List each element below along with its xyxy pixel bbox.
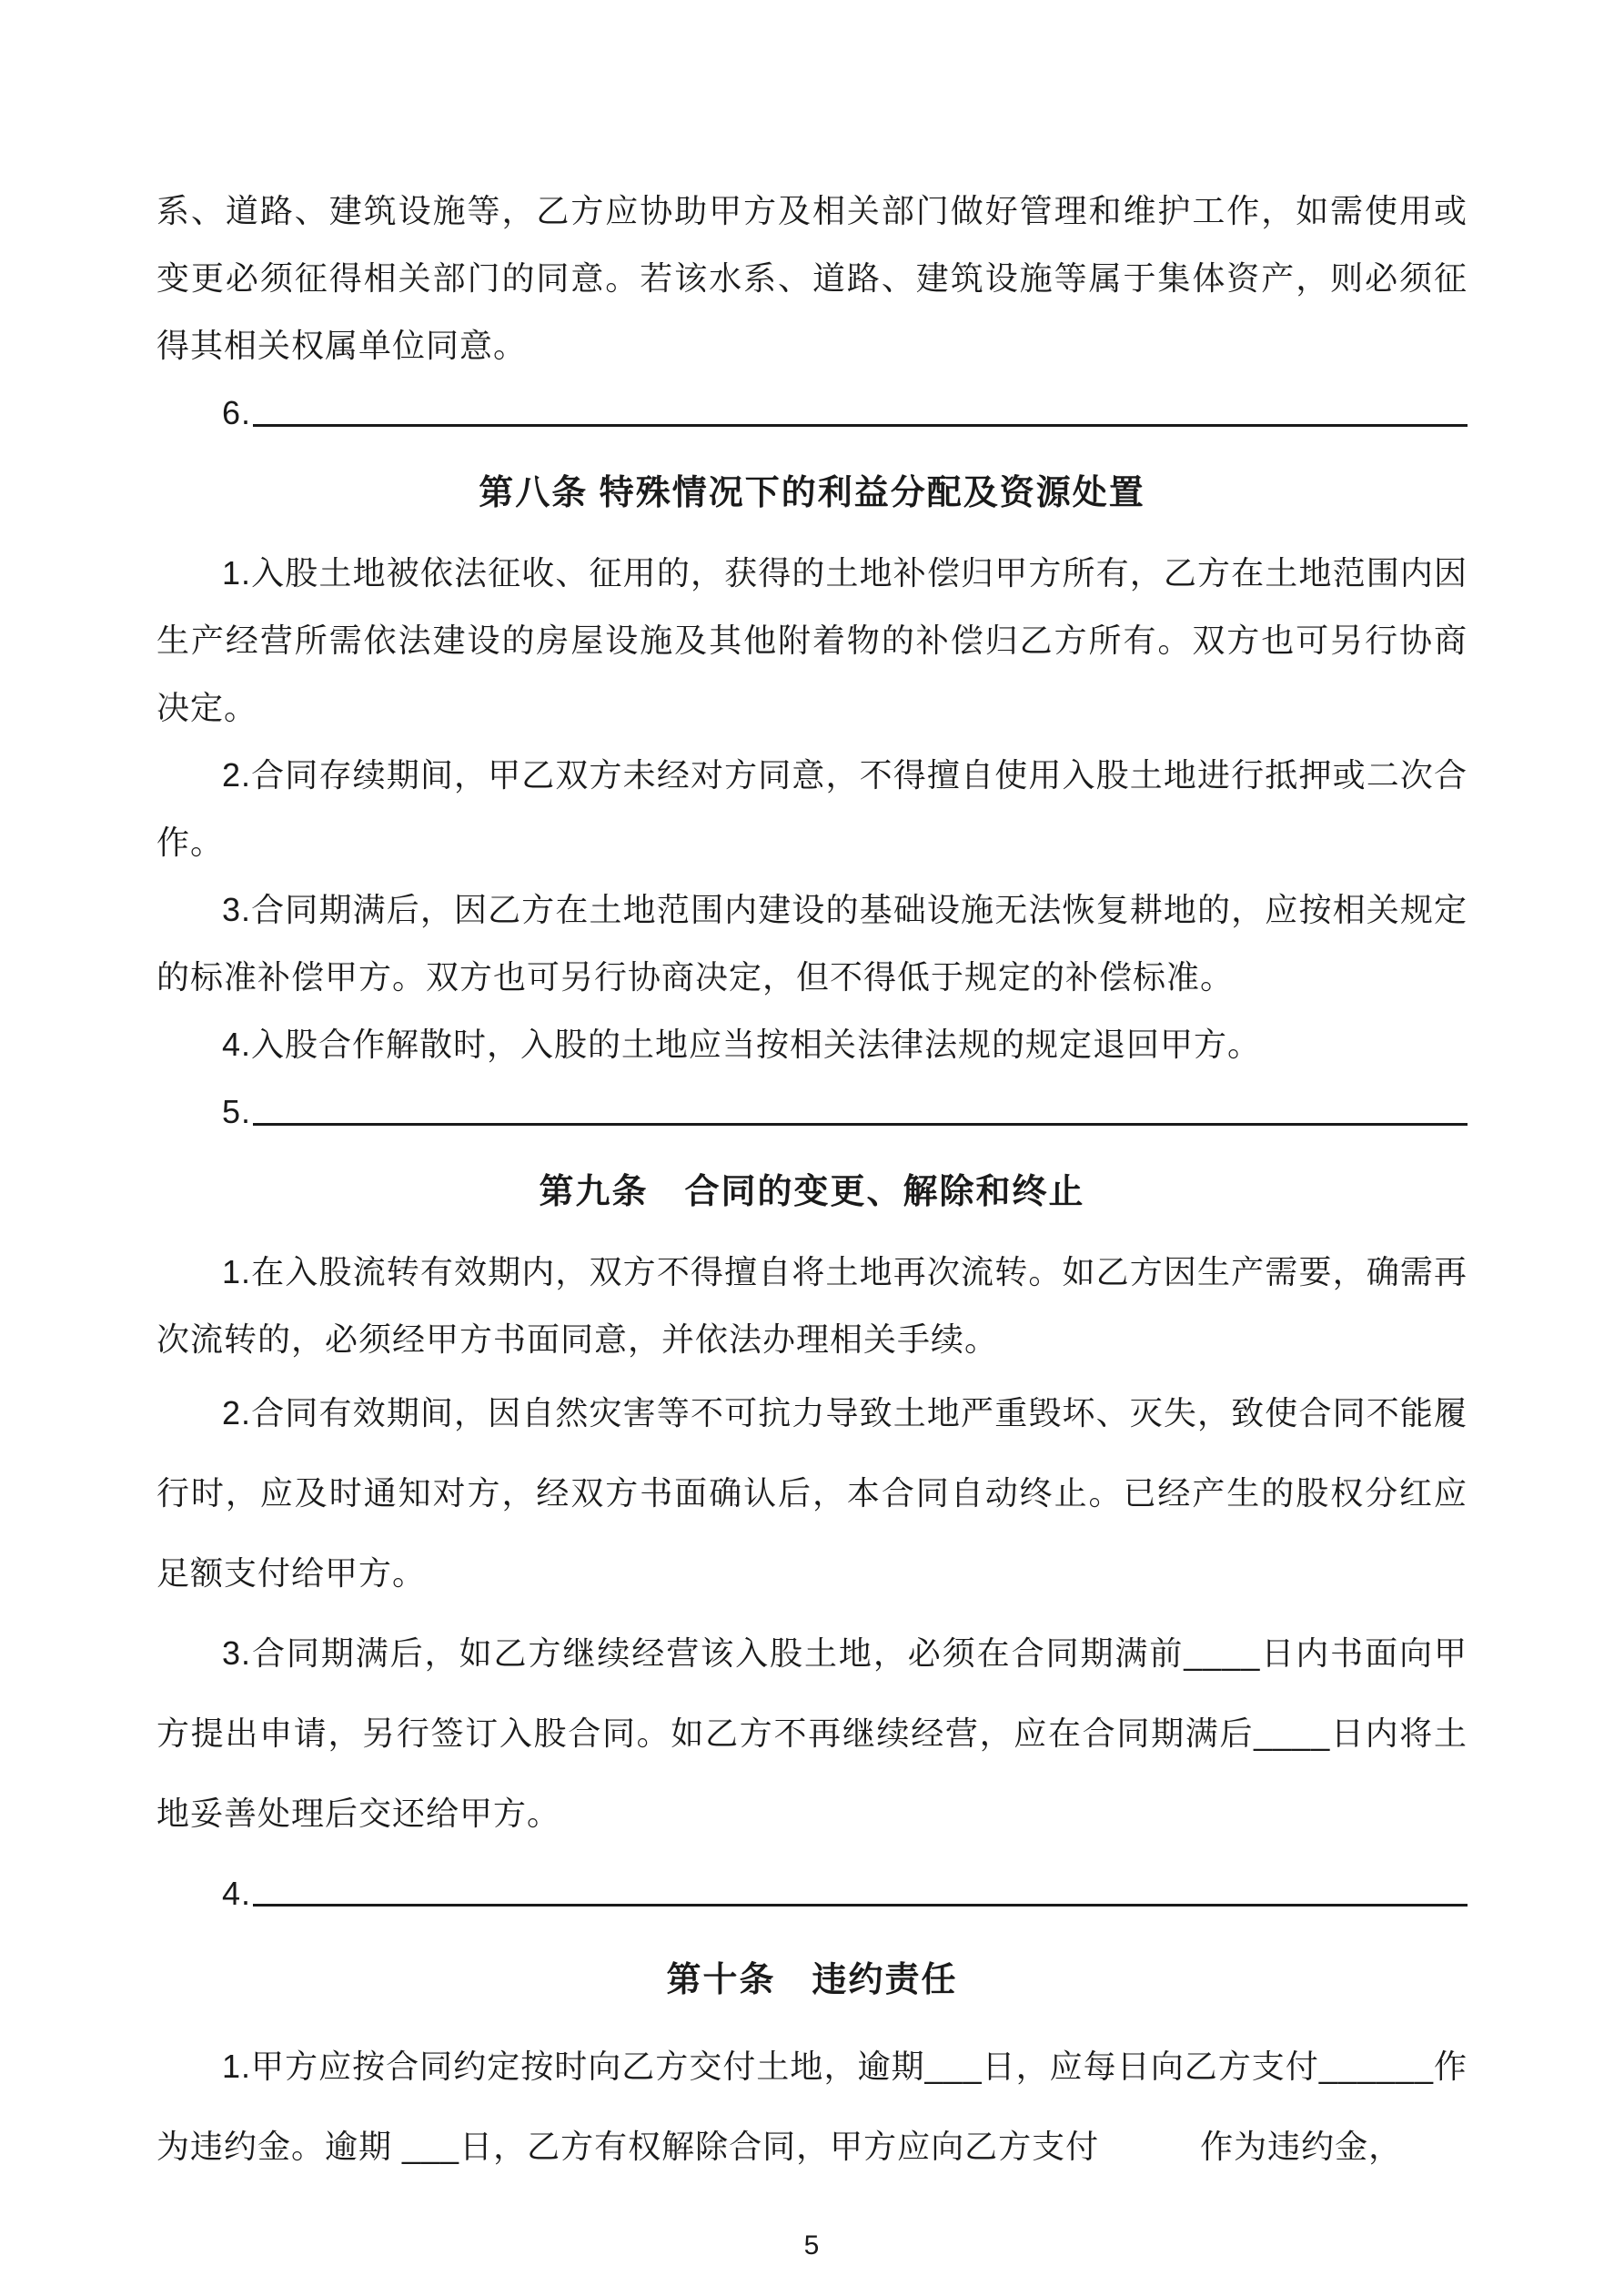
section-8-title: 第八条 特殊情况下的利益分配及资源处置 xyxy=(479,474,1145,512)
section-9-item-2: 2.合同有效期间，因自然灾害等不可抗力导致土地严重毁坏、灭失，致使合同不能履行时，应及时通知对方，经双方书面确认后，本合同自动终止。已经产生的股权分红应足额支付给甲方。 xyxy=(156,1394,1468,1592)
section-9-title: 第九条 合同的变更、解除和终止 xyxy=(539,1173,1085,1211)
section-8-item-3: 3.合同期满后，因乙方在土地范围内建设的基础设施无法恢复耕地的，应按相关规定的标准补偿甲方。双方也可另行协商决定，但不得低于规定的补偿标准。 xyxy=(156,891,1468,996)
section-8-item-2: 2.合同存续期间，甲乙双方未经对方同意，不得擅自使用入股土地进行抵押或二次合作。 xyxy=(156,756,1468,861)
section-8-item-4: 4.入股合作解散时，入股的土地应当按相关法律法规的规定退回甲方。 xyxy=(222,1026,1262,1063)
section-8-item-1: 1.入股土地被依法征收、征用的，获得的土地补偿归甲方所有，乙方在土地范围内因生产经营所需依法建设的房屋设施及其他附着物的补偿归乙方所有。双方也可另行协商决定。 xyxy=(156,554,1468,726)
blank-item-6-label: 6. xyxy=(222,394,252,431)
blank-item-6-underline xyxy=(251,379,1468,447)
blank-item-5-label: 5. xyxy=(222,1093,252,1130)
blank-item-4-underline xyxy=(251,1854,1468,1934)
blank-item-6 xyxy=(156,379,1468,447)
page-number: 5 xyxy=(803,2230,821,2261)
section-10-title: 第十条 违约责任 xyxy=(666,1961,958,1999)
continuation-paragraph: 系、道路、建筑设施等，乙方应协助甲方及相关部门做好管理和维护工作，如需使用或变更必须征得相关部门的同意。若该水系、道路、建筑设施等属于集体资产，则必须征得其相关权属单位同意。 xyxy=(156,192,1468,364)
blank-item-4-label: 4. xyxy=(222,1875,252,1912)
blank-item-5 xyxy=(156,1078,1468,1146)
blank-item-4 xyxy=(156,1854,1468,1934)
blank-item-5-underline xyxy=(251,1078,1468,1146)
section-10-item-1: 1.甲方应按合同约定按时向乙方交付土地，逾期___日，应每日向乙方支付______作为违约金。逾期 ___日，乙方有权解除合同，甲方应向乙方支付 作为违约金， xyxy=(156,2048,1468,2165)
section-9-item-3: 3.合同期满后，如乙方继续经营该入股土地，必须在合同期满前____日内书面向甲方提出申请，另行签订入股合同。如乙方不再继续经营，应在合同期满后____日内将土地妥善处理后交还给甲方。 xyxy=(156,1634,1468,1832)
section-9-item-1: 1.在入股流转有效期内，双方不得擅自将土地再次流转。如乙方因生产需要，确需再次流转的，必须经甲方书面同意，并依法办理相关手续。 xyxy=(156,1253,1468,1358)
